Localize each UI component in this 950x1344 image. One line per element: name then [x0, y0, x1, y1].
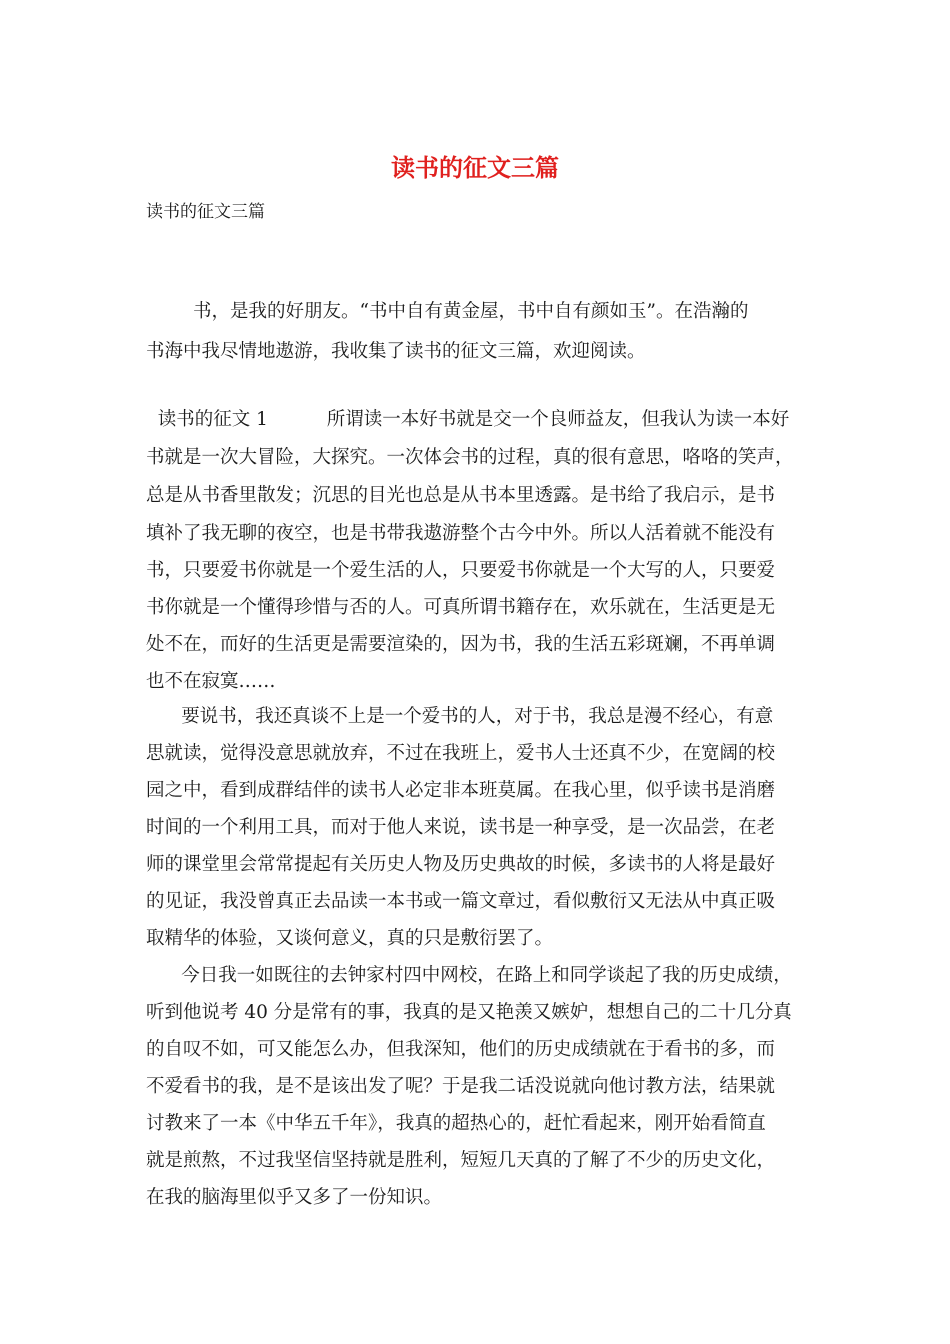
paragraph-line: 园之中，看到成群结伴的读书人必定非本班莫属。在我心里，似乎读书是消磨: [146, 780, 776, 801]
paragraph-line: 师的课堂里会常常提起有关历史人物及历史典故的时候，多读书的人将是最好: [146, 854, 776, 875]
paragraph-line: 填补了我无聊的夜空，也是书带我遨游整个古今中外。所以人活着就不能没有: [146, 523, 776, 544]
intro-line: 书海中我尽情地遨游，我收集了读书的征文三篇，欢迎阅读。: [146, 341, 646, 362]
paragraph-line: 的见证，我没曾真正去品读一本书或一篇文章过，看似敷衍又无法从中真正吸: [146, 891, 776, 912]
paragraph-line: 书，只要爱书你就是一个爱生活的人，只要爱书你就是一个大写的人，只要爱: [146, 560, 776, 581]
essay-heading-line: 读书的征文 1 所谓读一本好书就是交一个良师益友，但我认为读一本好: [146, 409, 790, 430]
paragraph-line: 也不在寂寞……: [146, 671, 276, 692]
paragraph-line: 今日我一如既往的去钟家村四中网校，在路上和同学谈起了我的历史成绩，: [146, 965, 792, 986]
paragraph-line: 讨教来了一本《中华五千年》，我真的超热心的，赶忙看起来，刚开始看简直: [146, 1113, 766, 1134]
paragraph-line: 思就读，觉得没意思就放弃，不过在我班上，爱书人士还真不少，在宽阔的校: [146, 743, 776, 764]
paragraph-line: 听到他说考 40 分是常有的事，我真的是又艳羡又嫉妒，想想自己的二十几分真: [146, 1002, 792, 1023]
paragraph-line: 书就是一次大冒险，大探究。一次体会书的过程，真的很有意思，咯咯的笑声，: [146, 447, 794, 468]
paragraph-line: 书你就是一个懂得珍惜与否的人。可真所谓书籍存在，欢乐就在，生活更是无: [146, 597, 776, 618]
paragraph-line: 不爱看书的我，是不是该出发了呢？于是我二话没说就向他讨教方法，结果就: [146, 1076, 776, 1097]
document-title: 读书的征文三篇: [391, 153, 559, 182]
paragraph-line: 在我的脑海里似乎又多了一份知识。: [146, 1187, 443, 1208]
document-subtitle: 读书的征文三篇: [146, 202, 265, 222]
paragraph-line: 要说书，我还真谈不上是一个爱书的人，对于书，我总是漫不经心，有意: [146, 706, 774, 727]
paragraph-line: 取精华的体验，又谈何意义，真的只是敷衍罢了。: [146, 928, 554, 949]
paragraph-line: 处不在，而好的生活更是需要渲染的，因为书，我的生活五彩斑斓，不再单调: [146, 634, 776, 655]
paragraph-line: 就是煎熬，不过我坚信坚持就是胜利，短短几天真的了解了不少的历史文化，: [146, 1150, 776, 1171]
paragraph-line: 的自叹不如，可又能怎么办，但我深知，他们的历史成绩就在于看书的多，而: [146, 1039, 776, 1060]
paragraph-line: 总是从书香里散发；沉思的目光也总是从书本里透露。是书给了我启示，是书: [146, 485, 776, 506]
intro-line: 书，是我的好朋友。“书中自有黄金屋，书中自有颜如玉”。在浩瀚的: [146, 301, 749, 322]
paragraph-line: 时间的一个利用工具，而对于他人来说，读书是一种享受，是一次品尝，在老: [146, 817, 776, 838]
